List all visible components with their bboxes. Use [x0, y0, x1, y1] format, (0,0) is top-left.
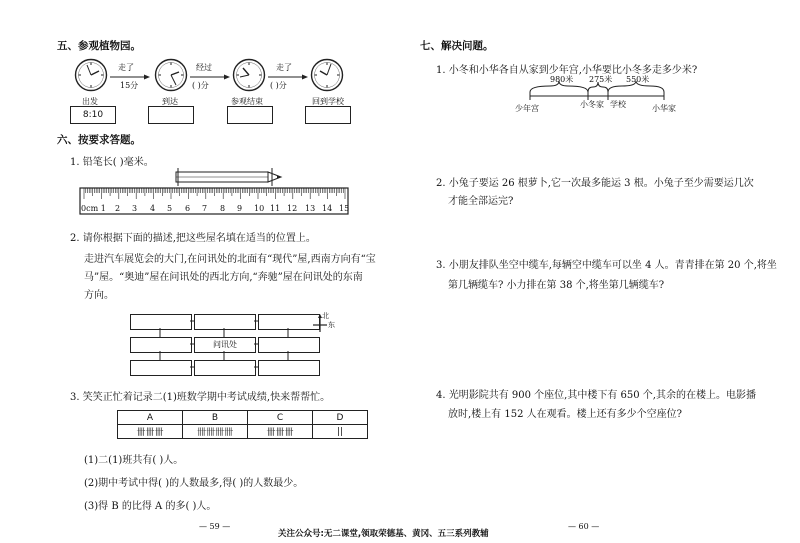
- label-return: 回到学校: [312, 97, 344, 106]
- ruler-label: 11: [270, 204, 281, 213]
- q6-3-3: (3)得 B 的比得 A 的多( )人。: [84, 501, 217, 512]
- ruler-label: 3: [132, 204, 138, 213]
- grade-c: C: [248, 411, 313, 425]
- compass-east-label: 东: [328, 321, 335, 329]
- room-e[interactable]: [258, 337, 320, 353]
- grade-b: B: [183, 411, 248, 425]
- ruler-label: 0cm 1: [81, 204, 106, 213]
- clock-arrive-icon: [154, 58, 188, 92]
- compass-north-label: 北: [322, 312, 329, 320]
- label-start: 出发: [82, 97, 98, 106]
- arrow3-top-label: 走了: [276, 63, 292, 72]
- arrow3-bottom-label: ( )分: [270, 81, 287, 90]
- room-n[interactable]: [194, 314, 256, 330]
- q6-3-text: 3. 笑笑正忙着记录二(1)班数学期中考试成绩,快来帮帮忙。: [70, 392, 331, 403]
- section6-title: 六、按要求答题。: [57, 134, 141, 146]
- section7-title: 七、解决问题。: [420, 40, 494, 52]
- room-ne[interactable]: [258, 314, 320, 330]
- arrow1-bottom-label: 15分: [120, 81, 139, 90]
- q7-2-line2: 才能全部运完?: [448, 196, 514, 207]
- distance-550: 550米: [626, 75, 650, 84]
- ruler-label: 12: [287, 204, 298, 213]
- place-youth-palace: 少年宫: [515, 104, 539, 113]
- footer-note: 关注公众号:无二课堂,领取荣德基、黄冈、五三系列教辅: [278, 529, 489, 539]
- tally-table: [117, 410, 368, 439]
- q6-1-text: 1. 铅笔长( )毫米。: [70, 157, 154, 168]
- q7-3-line1: 3. 小朋友排队坐空中缆车,每辆空中缆车可以坐 4 人。青青排在第 20 个,将坐: [436, 260, 777, 271]
- q6-2-para2: 马”屋。“奥迪”屋在问讯处的西北方向,“奔驰”屋在问讯处的东南: [84, 272, 363, 283]
- q7-1-text: 1. 小冬和小华各自从家到少年宫,小华要比小冬多走多少米?: [436, 65, 698, 76]
- room-s[interactable]: [194, 360, 256, 376]
- section5-title: 五、参观植物园。: [57, 40, 141, 52]
- ruler-label: 15: [339, 204, 350, 213]
- place-xiaodong-home: 小冬家: [580, 100, 604, 109]
- room-se[interactable]: [258, 360, 320, 376]
- q7-4-line1: 4. 光明影院共有 900 个座位,其中楼下有 650 个,其余的在楼上。电影播: [436, 390, 756, 401]
- arrow2-top-label: 经过: [196, 63, 212, 72]
- room-nw[interactable]: [130, 314, 192, 330]
- clock-tour-end-icon: [232, 58, 266, 92]
- room-w[interactable]: [130, 337, 192, 353]
- tally-d: ||: [313, 425, 368, 439]
- ruler-label: 7: [202, 204, 208, 213]
- q7-3-line2: 第几辆缆车? 小力排在第 38 个,将坐第几辆缆车?: [448, 280, 665, 291]
- arrow1-top-label: 走了: [118, 63, 134, 72]
- q6-2-para3: 方向。: [84, 290, 114, 301]
- label-arrive: 到达: [162, 97, 178, 106]
- tally-b: 卌卌卌卌: [183, 425, 248, 439]
- q6-2-para1: 走进汽车展览会的大门,在问讯处的北面有“现代”屋,西南方向有“宝: [84, 254, 376, 265]
- room-center: 问讯处: [194, 337, 256, 353]
- start-time-box: 8:10: [70, 106, 116, 124]
- q6-3-1: (1)二(1)班共有( )人。: [84, 455, 184, 466]
- ruler-label: 4: [150, 204, 156, 213]
- ruler-label: 2: [115, 204, 121, 213]
- ruler-label: 13: [305, 204, 316, 213]
- tally-a: 卌卌卌: [118, 425, 183, 439]
- label-tour-end: 参观结束: [231, 97, 263, 106]
- page-number-59: — 59 —: [199, 522, 231, 531]
- clock-start-icon: [74, 58, 108, 92]
- grade-a: A: [118, 411, 183, 425]
- place-xiaohua-home: 小华家: [652, 104, 676, 113]
- ruler-label: 5: [167, 204, 173, 213]
- ruler-label: 14: [322, 204, 333, 213]
- ruler-labels: [76, 204, 352, 216]
- return-time-box[interactable]: [305, 106, 351, 124]
- distance-980: 980米: [550, 75, 574, 84]
- place-school: 学校: [610, 100, 626, 109]
- q7-4-line2: 放时,楼上有 152 人在观看。楼上还有多少个空座位?: [448, 409, 682, 420]
- q7-2-line1: 2. 小兔子要运 26 根萝卜,它一次最多能运 3 根。小兔子至少需要运几次: [436, 178, 754, 189]
- ruler-label: 9: [237, 204, 243, 213]
- distance-275: 275米: [589, 75, 613, 84]
- ruler-label: 10: [254, 204, 265, 213]
- page-number-60: — 60 —: [568, 522, 600, 531]
- room-sw[interactable]: [130, 360, 192, 376]
- q6-3-2: (2)期中考试中得( )的人数最多,得( )的人数最少。: [84, 478, 304, 489]
- tally-c: 卌卌卌: [248, 425, 313, 439]
- tour-end-time-box[interactable]: [227, 106, 273, 124]
- ruler-label: 8: [220, 204, 226, 213]
- clock-return-icon: [310, 58, 344, 92]
- arrive-time-box[interactable]: [148, 106, 194, 124]
- grade-d: D: [313, 411, 368, 425]
- q6-2-text: 2. 请你根据下面的描述,把这些屋名填在适当的位置上。: [70, 233, 316, 244]
- ruler-label: 6: [185, 204, 191, 213]
- arrow2-bottom-label: ( )分: [192, 81, 209, 90]
